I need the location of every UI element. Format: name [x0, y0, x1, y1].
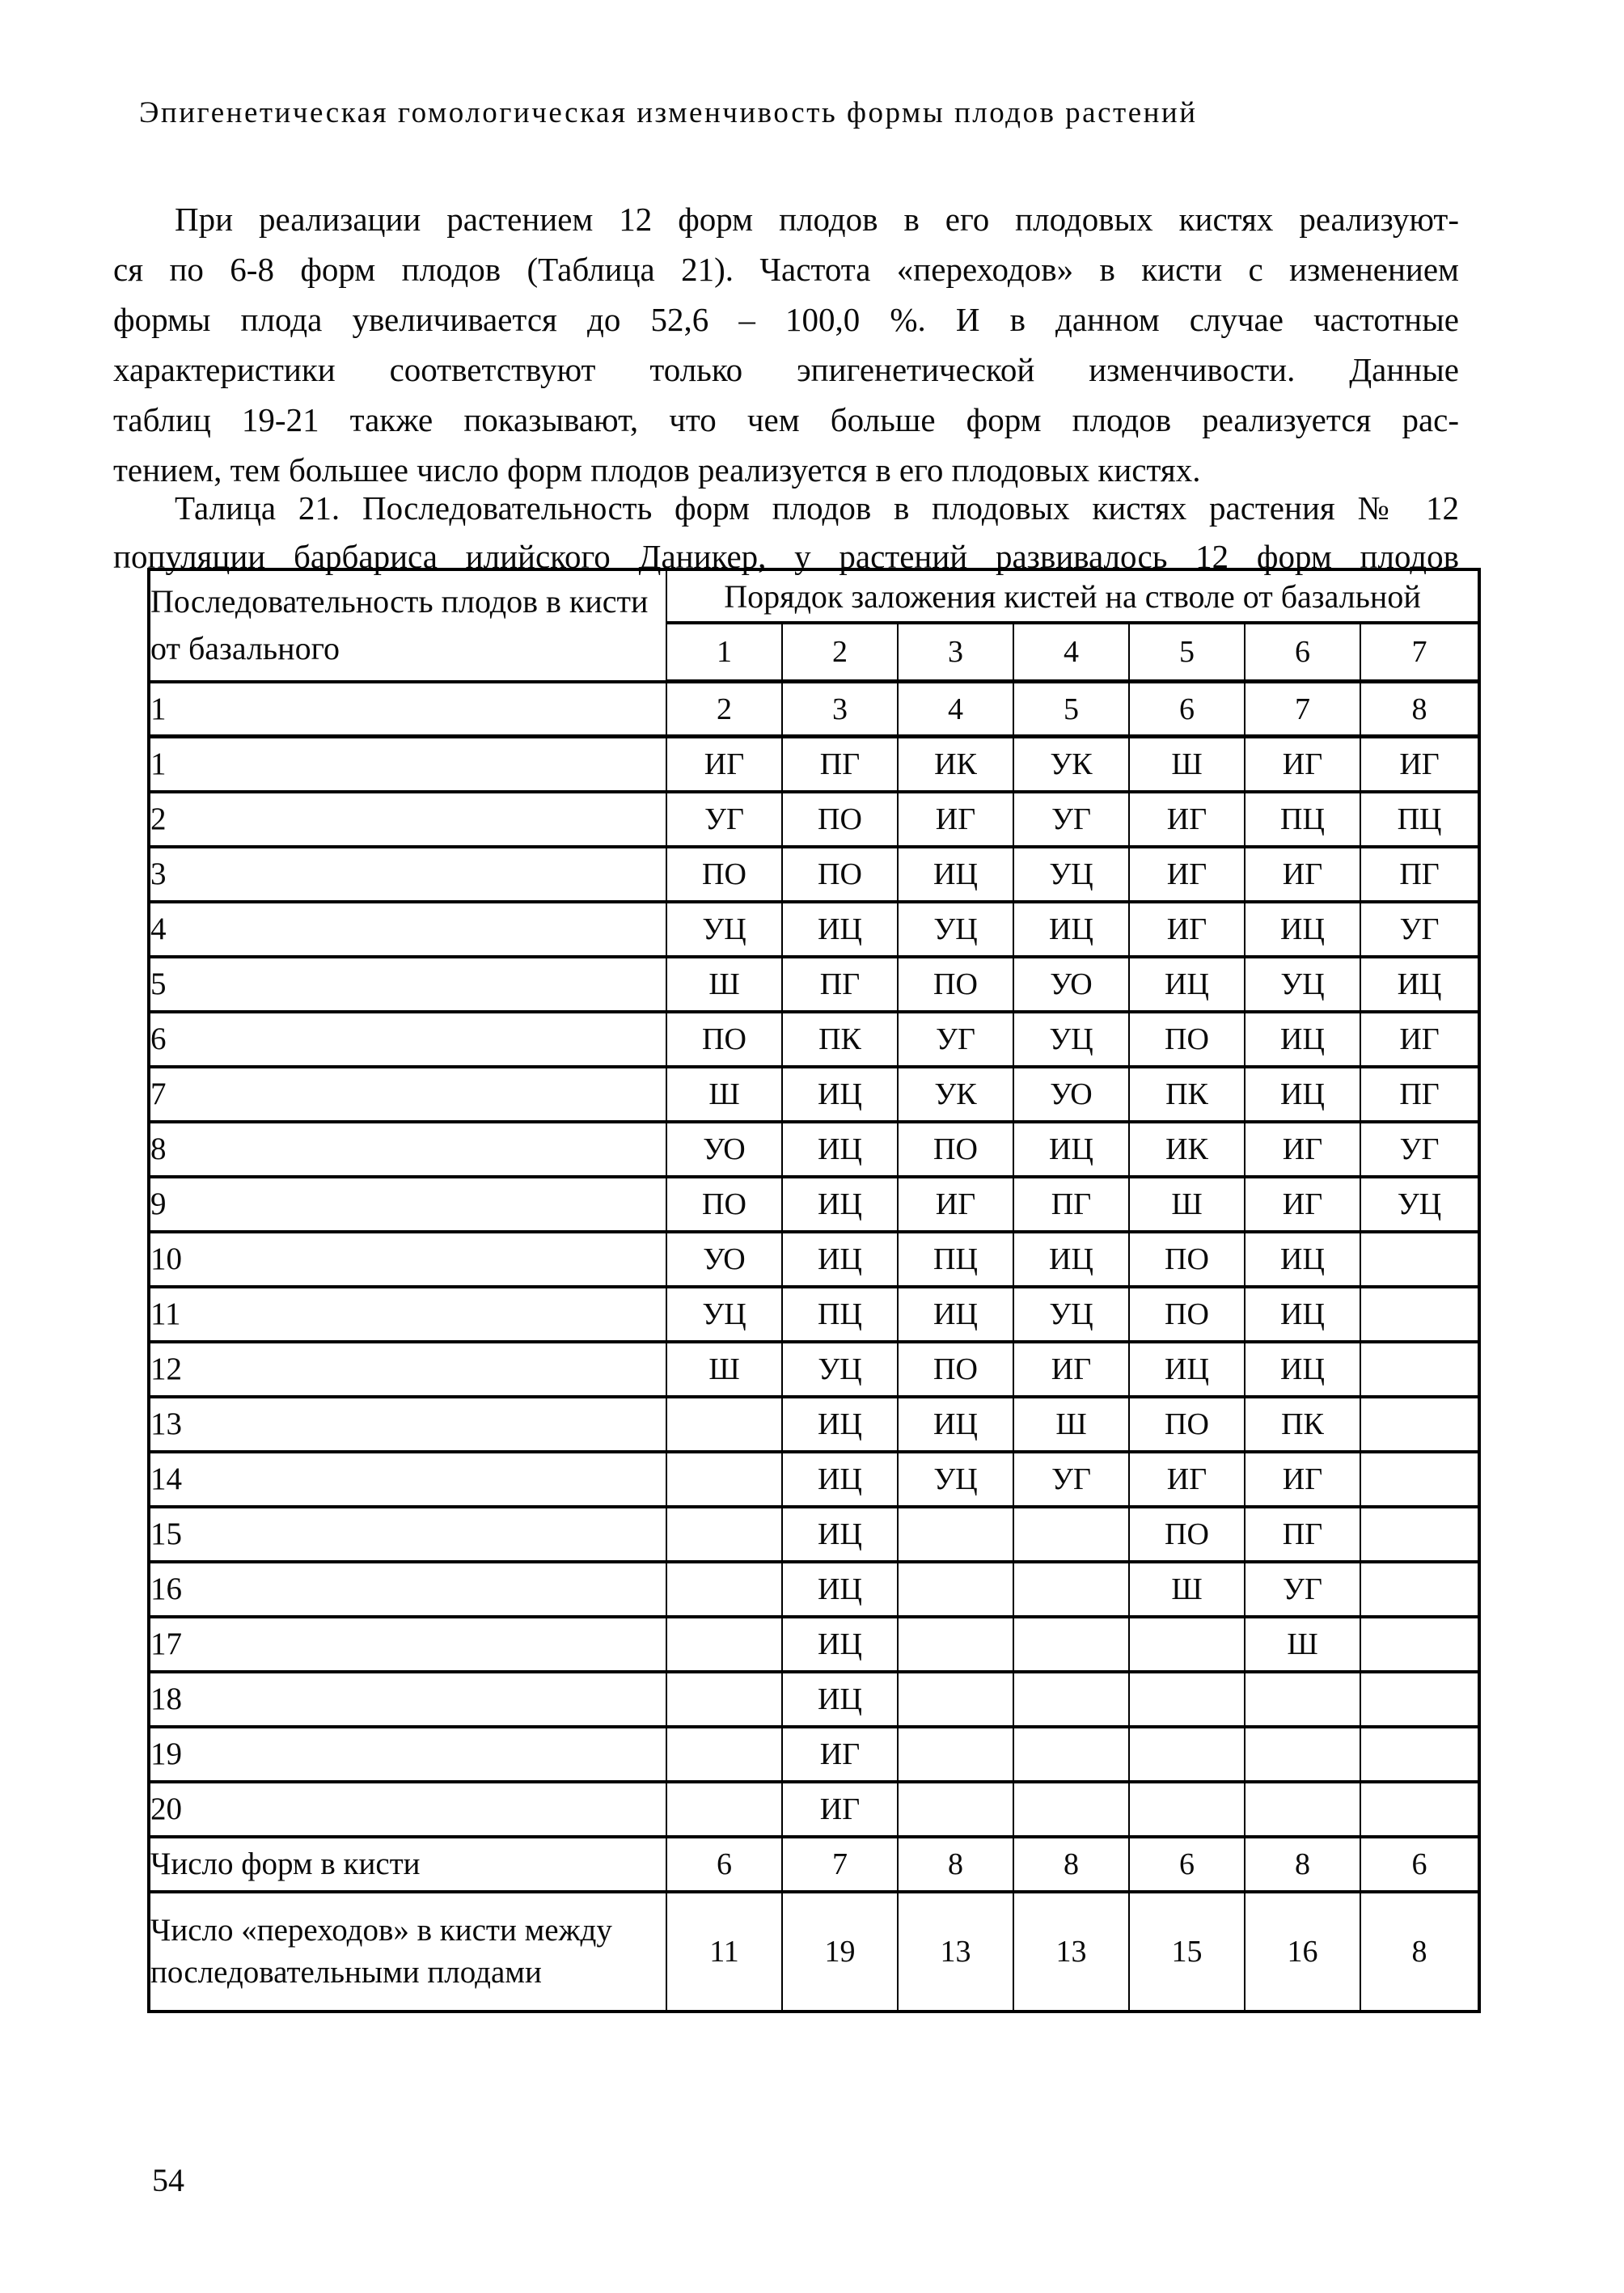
- cell: УЦ: [1013, 1012, 1129, 1067]
- cell: 7: [1245, 682, 1360, 737]
- cell: ПК: [1129, 1067, 1245, 1122]
- cell: [1013, 1562, 1129, 1617]
- cell: [1360, 1507, 1479, 1562]
- cell: ПО: [666, 1012, 782, 1067]
- cell: ПК: [782, 1012, 898, 1067]
- cell: УО: [1013, 957, 1129, 1012]
- cell: ИГ: [1129, 902, 1245, 957]
- order-number-cell: 5: [1129, 623, 1245, 682]
- summary-cell: 6: [666, 1837, 782, 1892]
- cell: ПО: [1129, 1012, 1245, 1067]
- row-label: 12: [149, 1342, 666, 1397]
- cell: УЦ: [782, 1342, 898, 1397]
- cell: УГ: [1013, 1452, 1129, 1507]
- cell: ПО: [898, 957, 1013, 1012]
- cell: [1129, 1617, 1245, 1672]
- cell: ИГ: [1245, 1177, 1360, 1232]
- table-body: [149, 682, 1479, 2012]
- row-label: 6: [149, 1012, 666, 1067]
- row-label: 16: [149, 1562, 666, 1617]
- cell: ИК: [1129, 1122, 1245, 1177]
- cell: ИГ: [1129, 847, 1245, 902]
- cell: [666, 1782, 782, 1837]
- table-caption: [113, 484, 1459, 581]
- cell: [1245, 1672, 1360, 1727]
- row-label: 18: [149, 1672, 666, 1727]
- cell: ИЦ: [898, 1397, 1013, 1452]
- cell: [1129, 1727, 1245, 1782]
- cell: Ш: [1013, 1397, 1129, 1452]
- table-row: [149, 1617, 1479, 1672]
- row-label: 2: [149, 792, 666, 847]
- cell: [1360, 1562, 1479, 1617]
- cell: [898, 1782, 1013, 1837]
- cell: ПГ: [1245, 1507, 1360, 1562]
- summary-cell: 8: [1013, 1837, 1129, 1892]
- cell: [666, 1672, 782, 1727]
- cell: [666, 1452, 782, 1507]
- cell: [666, 1397, 782, 1452]
- cell: [898, 1507, 1013, 1562]
- cell: Ш: [1129, 1177, 1245, 1232]
- data-table: [147, 568, 1481, 2013]
- cell: ИЦ: [898, 1287, 1013, 1342]
- row-label: 8: [149, 1122, 666, 1177]
- cell: ИЦ: [1245, 902, 1360, 957]
- cell: [1360, 1452, 1479, 1507]
- cell: Ш: [666, 1067, 782, 1122]
- cell: ПО: [898, 1122, 1013, 1177]
- cell: ПО: [666, 847, 782, 902]
- cell: ИЦ: [782, 1232, 898, 1287]
- cell: УК: [898, 1067, 1013, 1122]
- table-row: [149, 682, 1479, 737]
- table-header-row: [149, 569, 1479, 623]
- order-number-cell: 1: [666, 623, 782, 682]
- row-label: 13: [149, 1397, 666, 1452]
- cell: Ш: [1129, 1562, 1245, 1617]
- cell: ИК: [898, 737, 1013, 792]
- cell: УО: [666, 1122, 782, 1177]
- cell: [1360, 1342, 1479, 1397]
- cell: [1129, 1672, 1245, 1727]
- cell: [1360, 1727, 1479, 1782]
- row-label: 11: [149, 1287, 666, 1342]
- row-label: 10: [149, 1232, 666, 1287]
- cell: ИЦ: [782, 1067, 898, 1122]
- cell: [1360, 1617, 1479, 1672]
- summary-cell: 8: [898, 1837, 1013, 1892]
- cell: УК: [1013, 737, 1129, 792]
- cell: Ш: [666, 957, 782, 1012]
- cell: ИЦ: [1013, 902, 1129, 957]
- cell: ИГ: [1245, 847, 1360, 902]
- cell: ИГ: [666, 737, 782, 792]
- table-row: [149, 902, 1479, 957]
- row-label: 15: [149, 1507, 666, 1562]
- cell: [1013, 1782, 1129, 1837]
- table-row: [149, 1452, 1479, 1507]
- summary-row: [149, 1837, 1479, 1892]
- row-label: 20: [149, 1782, 666, 1837]
- order-number-cell: 6: [1245, 623, 1360, 682]
- cell: УГ: [898, 1012, 1013, 1067]
- row-label: 14: [149, 1452, 666, 1507]
- cell: УО: [1013, 1067, 1129, 1122]
- summary-cell: 6: [1360, 1837, 1479, 1892]
- cell: ИЦ: [1013, 1122, 1129, 1177]
- cell: [898, 1562, 1013, 1617]
- cell: УЦ: [666, 902, 782, 957]
- cell: [1360, 1287, 1479, 1342]
- cell: Ш: [1129, 737, 1245, 792]
- cell: ИЦ: [1245, 1287, 1360, 1342]
- cell: ИЦ: [782, 1452, 898, 1507]
- cell: ПЦ: [898, 1232, 1013, 1287]
- paragraph-line: формы плода увеличивается до 52,6 – 100,0 %. И в данном случае частотные: [113, 301, 1459, 338]
- cell: 3: [782, 682, 898, 737]
- cell: УГ: [1245, 1562, 1360, 1617]
- cell: ИЦ: [782, 1397, 898, 1452]
- cell: ИГ: [1360, 1012, 1479, 1067]
- row-label: 5: [149, 957, 666, 1012]
- cell: ИГ: [1245, 737, 1360, 792]
- paragraph: [113, 194, 1459, 495]
- paragraph-line: тением, тем большее число форм плодов реализуется в его плодовых кистях.: [113, 451, 1201, 489]
- cell: [898, 1727, 1013, 1782]
- caption-line: популяции барбариса илийского Даникер, у растений развивалось 12 форм плодов: [113, 538, 1459, 575]
- row-label: 7: [149, 1067, 666, 1122]
- cell: ИЦ: [782, 1507, 898, 1562]
- cell: [898, 1617, 1013, 1672]
- cell: [1360, 1397, 1479, 1452]
- cell: ИГ: [898, 1177, 1013, 1232]
- order-number-cell: 2: [782, 623, 898, 682]
- cell: ИГ: [1245, 1452, 1360, 1507]
- paragraph-line: ся по 6-8 форм плодов (Таблица 21). Частота «переходов» в кисти с изменением: [113, 251, 1459, 288]
- cell: УЦ: [898, 902, 1013, 957]
- cell: ИЦ: [782, 1562, 898, 1617]
- cell: 2: [666, 682, 782, 737]
- cell: ИЦ: [1360, 957, 1479, 1012]
- cell: 5: [1013, 682, 1129, 737]
- cell: ПО: [1129, 1232, 1245, 1287]
- summary-label: Число «переходов» в кисти между последовательными плодами: [149, 1892, 666, 2012]
- cell: ИЦ: [1245, 1232, 1360, 1287]
- cell: [1129, 1782, 1245, 1837]
- cell: ПО: [1129, 1397, 1245, 1452]
- summary-cell: 8: [1360, 1892, 1479, 2012]
- table-row: [149, 1012, 1479, 1067]
- cell: ИГ: [1360, 737, 1479, 792]
- row-label: 9: [149, 1177, 666, 1232]
- table-row: [149, 1397, 1479, 1452]
- cell: [1360, 1782, 1479, 1837]
- cell: [1360, 1232, 1479, 1287]
- table-row: [149, 1782, 1479, 1837]
- cell: ПК: [1245, 1397, 1360, 1452]
- cell: ПО: [666, 1177, 782, 1232]
- cell: ИЦ: [1013, 1232, 1129, 1287]
- table-row: [149, 1232, 1479, 1287]
- cell: ИГ: [1245, 1122, 1360, 1177]
- order-number-cell: 4: [1013, 623, 1129, 682]
- cell: УЦ: [898, 1452, 1013, 1507]
- column-header-order: Порядок заложения кистей на стволе от базальной: [666, 569, 1479, 623]
- cell: ИЦ: [782, 902, 898, 957]
- cell: [1245, 1782, 1360, 1837]
- cell: [1013, 1672, 1129, 1727]
- column-header-sequence: Последовательность плодов в кисти от базального: [149, 569, 666, 682]
- cell: УЦ: [1245, 957, 1360, 1012]
- cell: ИЦ: [898, 847, 1013, 902]
- cell: УО: [666, 1232, 782, 1287]
- cell: 8: [1360, 682, 1479, 737]
- cell: ИЦ: [782, 1672, 898, 1727]
- paragraph-line: характеристики соответствуют только эпигенетической изменчивости. Данные: [113, 351, 1459, 388]
- cell: ИЦ: [782, 1122, 898, 1177]
- summary-label: Число форм в кисти: [149, 1837, 666, 1892]
- table-row: [149, 1672, 1479, 1727]
- cell: УЦ: [1013, 847, 1129, 902]
- row-label: 3: [149, 847, 666, 902]
- cell: ПО: [1129, 1287, 1245, 1342]
- table-row: [149, 847, 1479, 902]
- table-row: [149, 1067, 1479, 1122]
- paragraph-line: При реализации растением 12 форм плодов в его плодовых кистях реализуют-: [175, 201, 1459, 238]
- cell: УЦ: [666, 1287, 782, 1342]
- row-label: 19: [149, 1727, 666, 1782]
- cell: [666, 1727, 782, 1782]
- row-label: 1: [149, 737, 666, 792]
- cell: [1360, 1672, 1479, 1727]
- table-row: [149, 737, 1479, 792]
- cell: [666, 1507, 782, 1562]
- cell: ПГ: [1013, 1177, 1129, 1232]
- table-row: [149, 1727, 1479, 1782]
- paragraph-line: таблиц 19-21 также показывают, что чем больше форм плодов реализуется рас-: [113, 401, 1459, 438]
- cell: ПЦ: [782, 1287, 898, 1342]
- cell: ИГ: [782, 1727, 898, 1782]
- table-row: [149, 792, 1479, 847]
- summary-cell: 8: [1245, 1837, 1360, 1892]
- cell: Ш: [666, 1342, 782, 1397]
- table-row: [149, 1287, 1479, 1342]
- summary-cell: 15: [1129, 1892, 1245, 2012]
- cell: ИЦ: [1245, 1067, 1360, 1122]
- cell: ПГ: [1360, 847, 1479, 902]
- row-label: 4: [149, 902, 666, 957]
- cell: ПО: [1129, 1507, 1245, 1562]
- cell: ПГ: [782, 957, 898, 1012]
- table-row: [149, 1342, 1479, 1397]
- cell: Ш: [1245, 1617, 1360, 1672]
- cell: ИЦ: [1129, 1342, 1245, 1397]
- cell: ИГ: [1129, 792, 1245, 847]
- table-row: [149, 957, 1479, 1012]
- cell: ИЦ: [1245, 1342, 1360, 1397]
- page-number: 54: [152, 2162, 184, 2198]
- summary-cell: 19: [782, 1892, 898, 2012]
- summary-cell: 13: [898, 1892, 1013, 2012]
- cell: ИЦ: [1245, 1012, 1360, 1067]
- cell: ИЦ: [782, 1617, 898, 1672]
- cell: [666, 1562, 782, 1617]
- running-header: Эпигенетическая гомологическая изменчивость формы плодов растений: [139, 96, 1198, 129]
- cell: [1013, 1617, 1129, 1672]
- cell: ПО: [782, 847, 898, 902]
- cell: [1013, 1727, 1129, 1782]
- summary-cell: 6: [1129, 1837, 1245, 1892]
- summary-row: [149, 1892, 1479, 2012]
- cell: [1245, 1727, 1360, 1782]
- cell: ИГ: [1013, 1342, 1129, 1397]
- cell: ИГ: [898, 792, 1013, 847]
- cell: УГ: [1360, 902, 1479, 957]
- cell: ПЦ: [1360, 792, 1479, 847]
- table-row: [149, 1507, 1479, 1562]
- cell: ИЦ: [782, 1177, 898, 1232]
- order-number-cell: 3: [898, 623, 1013, 682]
- cell: УЦ: [1360, 1177, 1479, 1232]
- cell: 6: [1129, 682, 1245, 737]
- row-label: 1: [149, 682, 666, 737]
- summary-cell: 13: [1013, 1892, 1129, 2012]
- summary-cell: 16: [1245, 1892, 1360, 2012]
- cell: [898, 1672, 1013, 1727]
- table-row: [149, 1562, 1479, 1617]
- table-row: [149, 1122, 1479, 1177]
- cell: УГ: [1360, 1122, 1479, 1177]
- cell: ИГ: [1129, 1452, 1245, 1507]
- row-label: 17: [149, 1617, 666, 1672]
- cell: ПО: [782, 792, 898, 847]
- cell: [666, 1617, 782, 1672]
- cell: [1013, 1507, 1129, 1562]
- cell: ПЦ: [1245, 792, 1360, 847]
- cell: 4: [898, 682, 1013, 737]
- cell: УЦ: [1013, 1287, 1129, 1342]
- cell: ПГ: [1360, 1067, 1479, 1122]
- cell: ПГ: [782, 737, 898, 792]
- cell: ИЦ: [1129, 957, 1245, 1012]
- cell: ИГ: [782, 1782, 898, 1837]
- cell: УГ: [1013, 792, 1129, 847]
- order-number-cell: 7: [1360, 623, 1479, 682]
- table-row: [149, 1177, 1479, 1232]
- summary-cell: 7: [782, 1837, 898, 1892]
- cell: УГ: [666, 792, 782, 847]
- caption-line: Талица 21. Последовательность форм плодов в плодовых кистях растения № 12: [175, 489, 1459, 527]
- summary-cell: 11: [666, 1892, 782, 2012]
- cell: ПО: [898, 1342, 1013, 1397]
